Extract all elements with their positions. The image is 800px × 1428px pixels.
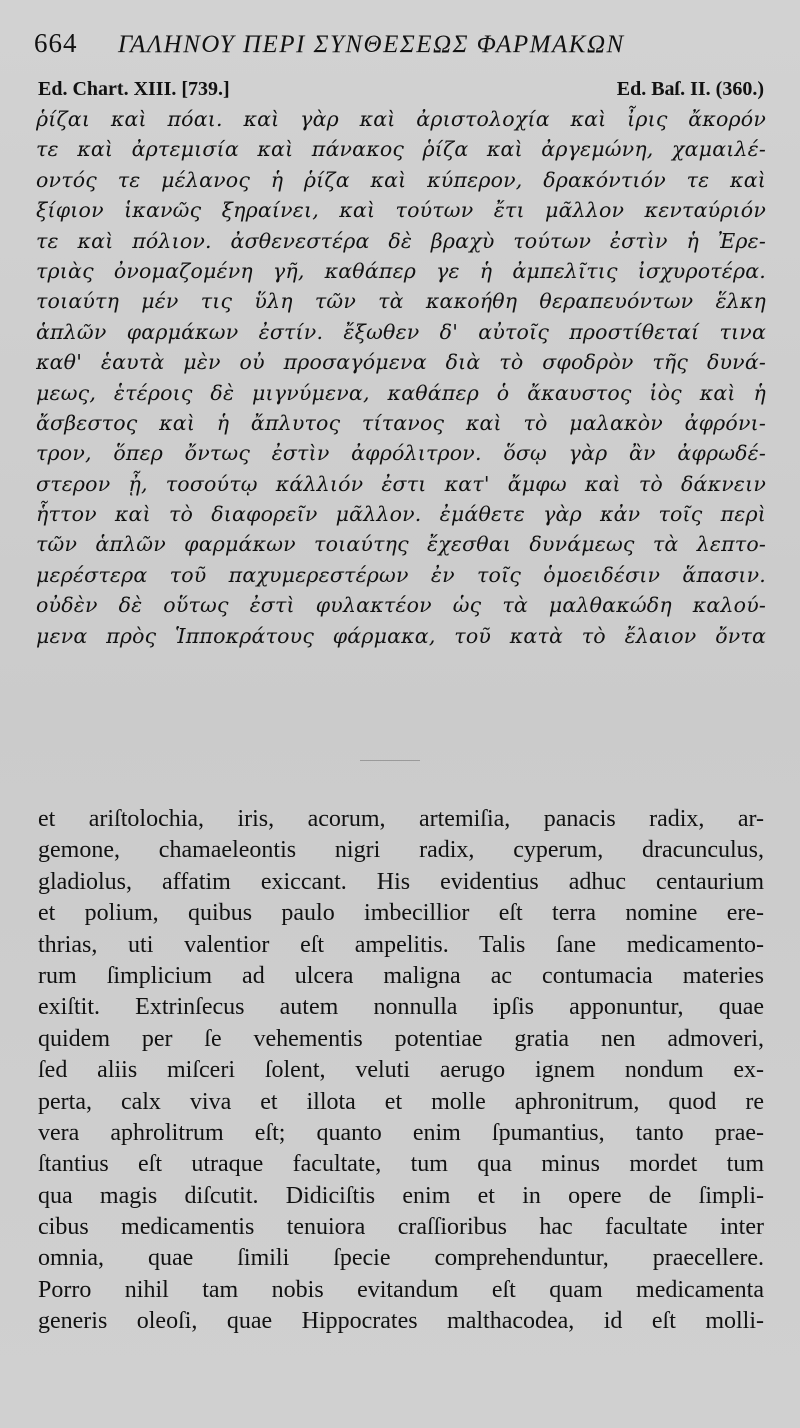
- latin-text-line: thrias, uti valentior eſt ampelitis. Talis ſane medicamento-: [38, 931, 764, 958]
- greek-text-line: τοιαύτη μέν τις ὕλη τῶν τὰ κακοήθη θεραπευόντων ἕλκη: [36, 289, 766, 314]
- greek-text-line: μενα πρὸς Ἱπποκράτους φάρμακα, τοῦ κατὰ τὸ ἔλαιον ὄντα: [36, 623, 766, 648]
- latin-text-line: qua magis diſcutit. Didiciſtis enim et in opere de ſimpli-: [38, 1182, 764, 1209]
- latin-text-line: exiſtit. Extrinſecus autem nonnulla ipſis apponuntur, quae: [38, 994, 764, 1021]
- greek-text-line: τε καὶ ἀρτεμισία καὶ πάνακος ῥίζα καὶ ἀργεμώνη, χαμαιλέ-: [36, 137, 766, 162]
- latin-text-line: et polium, quibus paulo imbecillior eſt terra nomine ere-: [38, 900, 764, 927]
- greek-text-line: ἁπλῶν φαρμάκων ἐστίν. ἔξωθεν δ' αὐτοῖς προστίθεταί τινα: [36, 319, 766, 344]
- edition-reference-line: [38, 78, 764, 104]
- greek-text-line: τῶν ἁπλῶν φαρμάκων τοιαύτης ἔχεσθαι δυνάμεως τὰ λεπτο-: [36, 532, 766, 557]
- greek-text-line: καθ' ἑαυτὰ μὲν οὐ προσαγόμενα διὰ τὸ σφοδρὸν τῆς δυνά-: [36, 350, 766, 375]
- latin-text-line: quidem per ſe vehementis potentiae gratia nen admoveri,: [38, 1025, 764, 1052]
- latin-text-line: gladiolus, affatim exiccant. His evidentius adhuc centaurium: [38, 868, 764, 895]
- latin-text-line: ſtantius eſt utraque facultate, tum qua minus mordet tum: [38, 1151, 764, 1178]
- greek-text-line: μεως, ἑτέροις δὲ μιγνύμενα, καθάπερ ὁ ἄκαυστος ἰὸς καὶ ἡ: [36, 380, 766, 405]
- latin-text-line: vera aphrolitrum eſt; quanto enim ſpumantius, tanto prae-: [38, 1119, 764, 1146]
- greek-text-line: τριὰς ὀνομαζομένη γῆ, καθάπερ γε ἡ ἀμπελῖτις ἰσχυροτέρα.: [36, 258, 766, 283]
- latin-text-block: [38, 804, 764, 1338]
- latin-text-line: ſed aliis miſceri ſolent, veluti aerugo ignem nondum ex-: [38, 1057, 764, 1084]
- greek-text-line: στερον ᾖ, τοσούτῳ κάλλιόν ἐστι κατ' ἄμφω καὶ τὸ δάκνειν: [36, 471, 766, 496]
- greek-text-line: ἧττον καὶ τὸ διαφορεῖν μᾶλλον. ἐμάθετε γὰρ κἀν τοῖς περὶ: [36, 502, 766, 527]
- latin-text-line: Porro nihil tam nobis evitandum eſt quam medicamenta: [38, 1276, 764, 1303]
- page-header: [34, 28, 760, 64]
- latin-text-line: cibus medicamentis tenuiora craſſioribus hac facultate inter: [38, 1214, 764, 1241]
- greek-text-line: μερέστερα τοῦ παχυμερεστέρων ἐν τοῖς ὁμοειδέσιν ἅπασιν.: [36, 562, 766, 587]
- column-divider: [360, 760, 420, 761]
- greek-text-line: ἄσβεστος καὶ ἡ ἄπλυτος τίτανος καὶ τὸ μαλακὸν ἀφρόνι-: [36, 410, 766, 435]
- greek-text-line: τρον, ὅπερ ὄντως ἐστὶν ἀφρόλιτρον. ὅσῳ γὰρ ἂν ἀφρωδέ-: [36, 441, 766, 466]
- greek-text-line: οντός τε μέλανος ἡ ῥίζα καὶ κύπερον, δρακόντιόν τε καὶ: [36, 167, 766, 192]
- latin-text-line: rum ſimplicium ad ulcera maligna ac contumacia materies: [38, 962, 764, 989]
- greek-text-line: τε καὶ πόλιον. ἀσθενεστέρα δὲ βραχὺ τούτων ἐστὶν ἡ Ἐρε-: [36, 228, 766, 253]
- running-title: ΓΑΛΗΝΟΥ ΠΕΡΙ ΣΥΝΘΕΣΕΩΣ ΦΑΡΜΑΚΩΝ: [118, 31, 625, 58]
- greek-text-line: οὐδὲν δὲ οὕτως ἐστὶ φυλακτέον ὡς τὰ μαλθακώδη καλού-: [36, 593, 766, 618]
- latin-text-line: et ariſtolochia, iris, acorum, artemiſia, panacis radix, ar-: [38, 806, 764, 832]
- latin-text-line: gemone, chamaeleontis nigri radix, cyperum, dracunculus,: [38, 837, 764, 864]
- greek-text-line: ξίφιον ἱκανῶς ξηραίνει, καὶ τούτων ἔτι μᾶλλον κενταύριόν: [36, 198, 766, 223]
- greek-text-block: [36, 104, 766, 651]
- greek-text-line: ῥίζαι καὶ πόαι. καὶ γὰρ καὶ ἀριστολοχία καὶ ἶρις ἄκορόν: [36, 107, 766, 131]
- latin-text-line: omnia, quae ſimili ſpecie comprehenduntur, praecellere.: [38, 1245, 764, 1272]
- latin-text-line: generis oleoſi, quae Hippocrates malthacodea, id eſt molli-: [38, 1308, 764, 1335]
- page-number: 664: [34, 28, 78, 58]
- edition-reference-right: Ed. Baſ. II. (360.): [616, 78, 764, 100]
- latin-text-line: perta, calx viva et illota et molle aphronitrum, quod re: [38, 1088, 764, 1115]
- edition-reference-left: Ed. Chart. XIII. [739.]: [38, 78, 230, 100]
